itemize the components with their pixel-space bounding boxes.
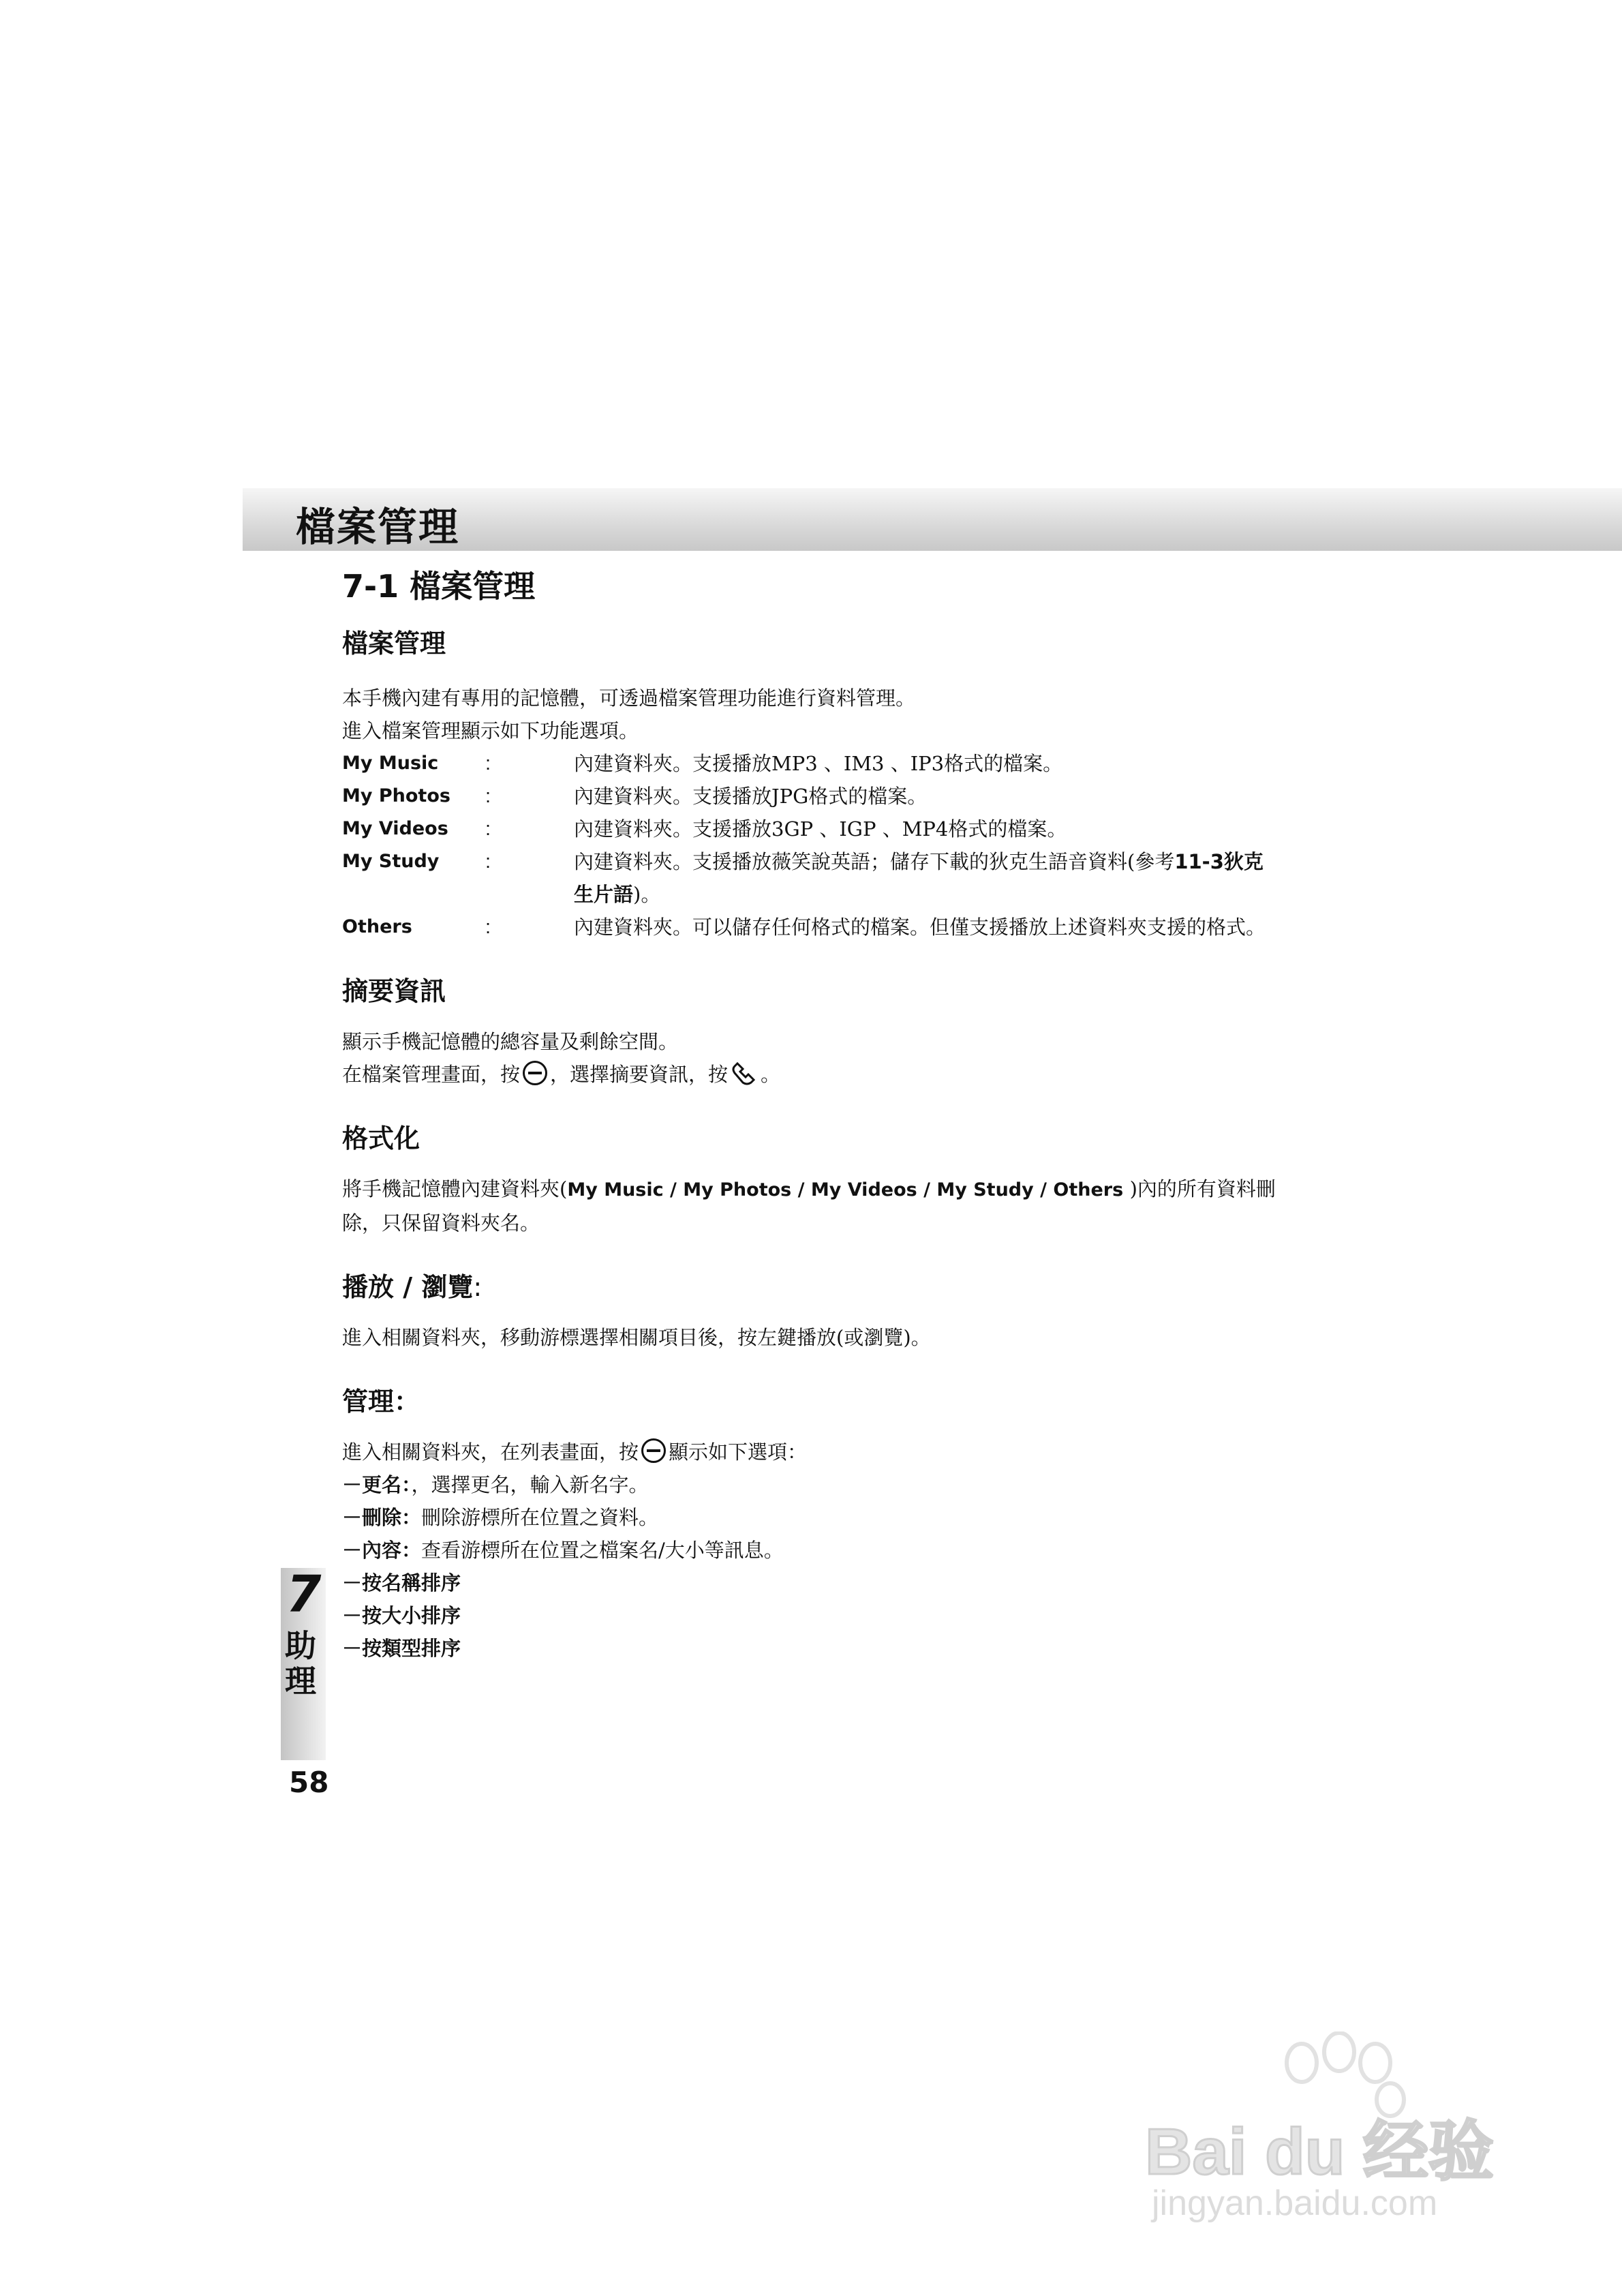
summary-text-c: 。 [761, 1063, 781, 1086]
feature-name: My Photos [342, 785, 450, 806]
page-content [342, 566, 1296, 1665]
feature-name: My Study [342, 851, 440, 872]
option-label: －按類型排序 [342, 1637, 461, 1660]
section-title: 7-1 檔案管理 [342, 568, 536, 605]
menu-key-icon [523, 1061, 547, 1085]
chapter-number: 7 [286, 1565, 322, 1624]
feature-desc-text: 內建資料夾。支援播放薇笑說英語；儲存下載的狄克生語音資料(參考 [574, 850, 1175, 873]
feature-row-my-photos [342, 780, 1296, 813]
format-heading: 格式化 [342, 1123, 420, 1153]
manage-intro [342, 1436, 1296, 1468]
option-label: －更名： [342, 1473, 412, 1496]
feature-desc-reference: 11-3狄克生片語 [574, 850, 1264, 906]
summary-text-a: 在檔案管理畫面，按 [342, 1063, 521, 1086]
option-label: －按名稱排序 [342, 1571, 461, 1595]
manage-option-sort-name [342, 1567, 1296, 1599]
feature-colon: : [485, 851, 491, 873]
send-key-icon [731, 1062, 758, 1087]
watermark-brand: Bai du 经验 [1145, 2115, 1495, 2188]
option-label: －刪除： [342, 1506, 422, 1529]
summary-line-2 [342, 1058, 1296, 1091]
feature-name: My Videos [342, 818, 448, 839]
feature-desc: 內建資料夾。支援播放JPG格式的檔案。 [574, 785, 928, 808]
manage-option-rename [342, 1468, 1296, 1501]
manage-heading: 管理： [342, 1387, 420, 1417]
feature-desc: 內建資料夾。支援播放MP3 、IM3 、IP3格式的檔案。 [574, 752, 1063, 775]
feature-row-others [342, 911, 1296, 943]
chapter-banner [243, 488, 1622, 551]
feature-colon: : [485, 818, 491, 840]
feature-name: Others [342, 916, 412, 937]
manage-option-properties [342, 1534, 1296, 1567]
manage-option-sort-size [342, 1599, 1296, 1632]
file-mgmt-intro-2: 進入檔案管理顯示如下功能選項。 [342, 719, 639, 742]
chapter-char-1: 助 [285, 1627, 316, 1664]
feature-desc: 內建資料夾。可以儲存任何格式的檔案。但僅支援播放上述資料夾支援的格式。 [574, 916, 1266, 939]
feature-desc [574, 845, 1283, 911]
play-description: 進入相關資料夾，移動游標選擇相關項目後，按左鍵播放(或瀏覽)。 [342, 1326, 931, 1349]
format-text-a: 將手機記憶體內建資料夾( [342, 1177, 568, 1200]
summary-heading: 摘要資訊 [342, 976, 446, 1006]
feature-row-my-videos [342, 813, 1296, 845]
manage-intro-b: 顯示如下選項： [669, 1440, 808, 1464]
manage-intro-a: 進入相關資料夾，在列表畫面，按 [342, 1440, 639, 1464]
format-description [342, 1173, 1296, 1239]
page-number: 58 [289, 1766, 329, 1799]
format-text-c: )內的所有資料刪除，只保留資料夾名。 [342, 1177, 1276, 1235]
feature-colon: : [485, 753, 491, 774]
chapter-title: 檔案管理 [296, 504, 460, 550]
format-folder-list: My Music / My Photos / My Videos / My Study / Others [567, 1179, 1130, 1200]
manage-options-list [342, 1468, 1296, 1665]
feature-row-my-study [342, 845, 1296, 911]
play-heading-colon: : [473, 1272, 483, 1302]
feature-desc: 內建資料夾。支援播放3GP 、IGP 、MP4格式的檔案。 [574, 817, 1067, 841]
feature-desc-text-end: )。 [633, 883, 661, 906]
option-text: 查看游標所在位置之檔案名/大小等訊息。 [421, 1539, 784, 1562]
play-heading-text: 播放 / 瀏覽 [342, 1272, 474, 1302]
option-text: ，選擇更名，輸入新名字。 [411, 1473, 649, 1496]
file-mgmt-intro-1: 本手機內建有專用的記憶體，可透過檔案管理功能進行資料管理。 [342, 686, 916, 710]
option-label: －按大小排序 [342, 1604, 461, 1627]
feature-list [342, 747, 1296, 943]
menu-key-icon [641, 1438, 666, 1463]
feature-name: My Music [342, 753, 439, 774]
summary-text-b: ，選擇摘要資訊，按 [550, 1063, 729, 1086]
baidu-watermark [1145, 2031, 1554, 2229]
feature-colon: : [485, 916, 491, 938]
feature-colon: : [485, 785, 491, 807]
option-label: －內容： [342, 1539, 422, 1562]
chapter-char-2: 理 [285, 1663, 316, 1700]
option-text: 刪除游標所在位置之資料。 [421, 1506, 659, 1529]
feature-row-my-music [342, 747, 1296, 780]
play-heading [342, 1269, 1296, 1305]
file-mgmt-heading: 檔案管理 [342, 629, 446, 659]
manage-option-delete [342, 1501, 1296, 1534]
watermark-url: jingyan.baidu.com [1152, 2184, 1438, 2223]
summary-line-1: 顯示手機記憶體的總容量及剩餘空間。 [342, 1030, 679, 1053]
manage-option-sort-type [342, 1632, 1296, 1665]
